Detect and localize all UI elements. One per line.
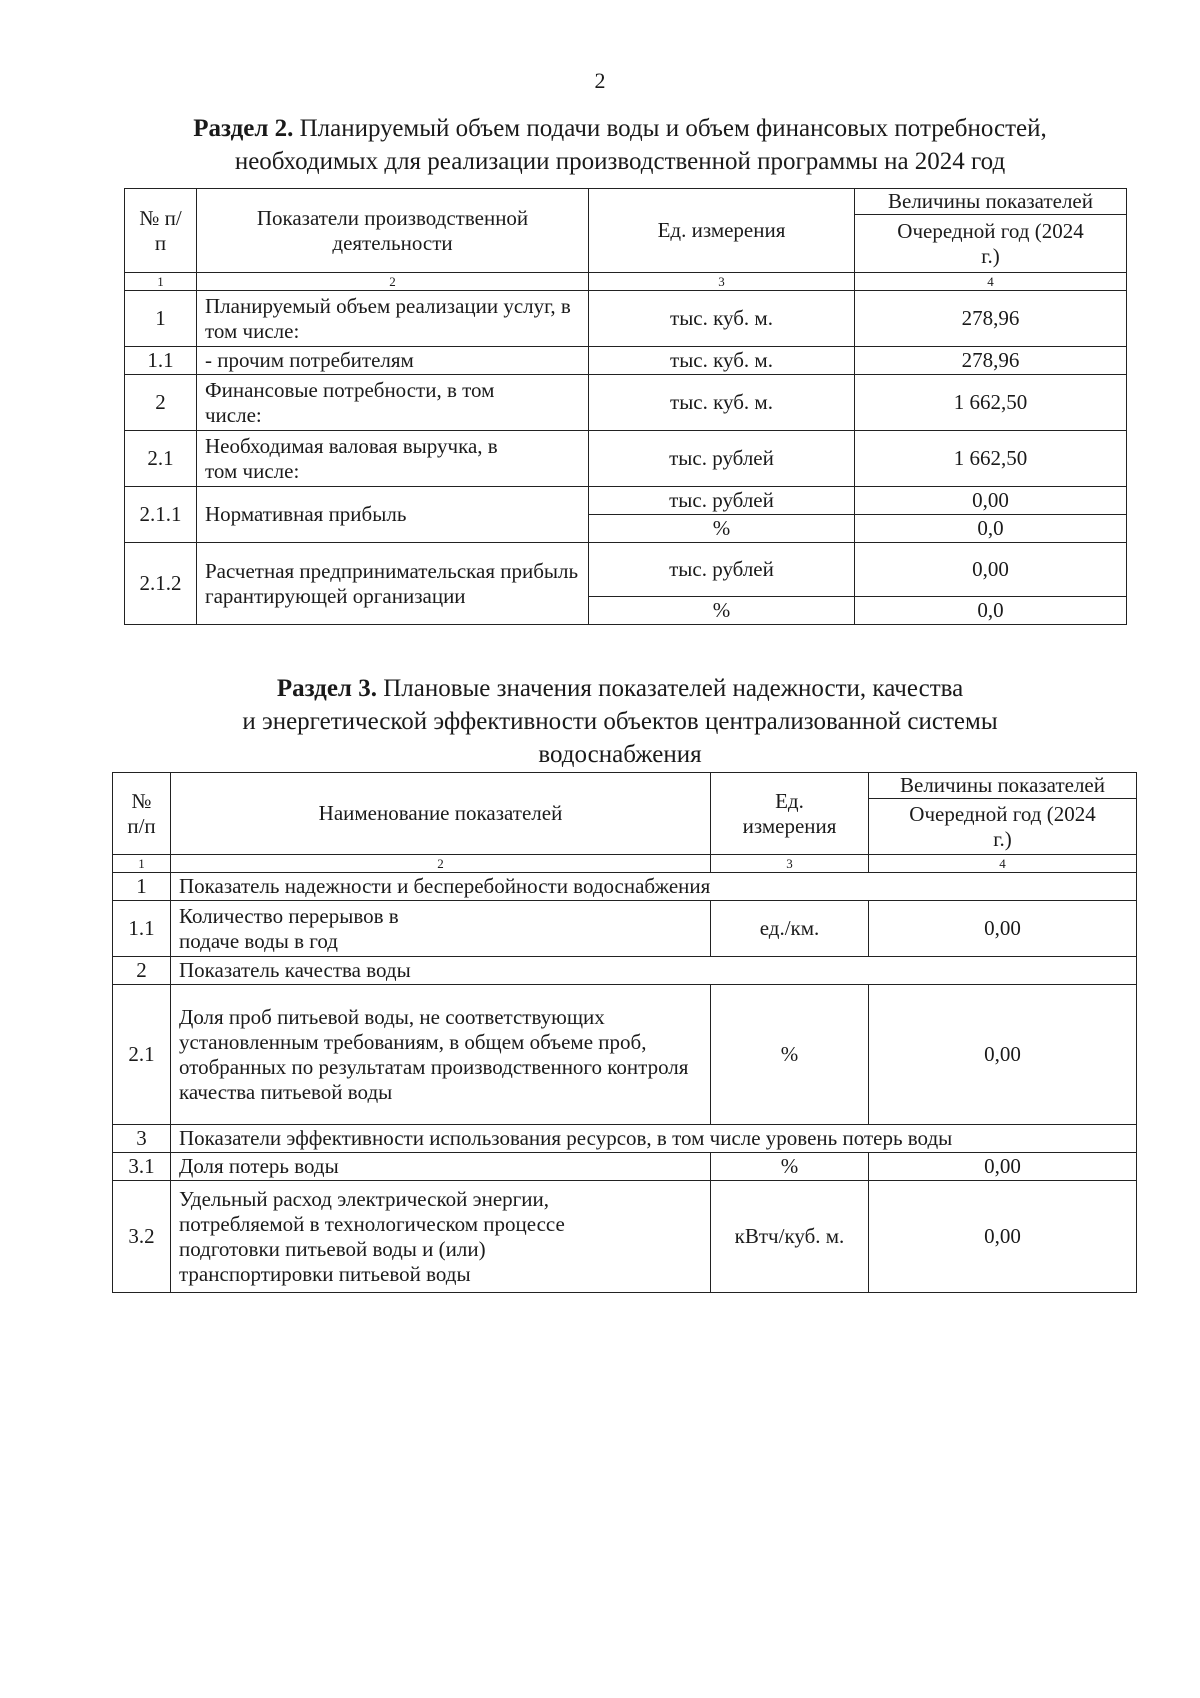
row-unit: ед./км. [711, 901, 869, 957]
section2-title-line2: необходимых для реализации производственной программы на 2024 год [234, 148, 1006, 175]
row-unit: кВтч/куб. м. [711, 1181, 869, 1293]
row-unit: % [589, 515, 855, 543]
row-group-title: Показатель качества воды [171, 957, 1137, 985]
section3-title-bold: Раздел 3. [276, 675, 377, 702]
row-value: 1 662,50 [855, 375, 1127, 431]
row-unit: тыс. рублей [589, 487, 855, 515]
row-num: 2.1.2 [125, 543, 197, 625]
row-unit: % [711, 1153, 869, 1181]
row-value: 1 662,50 [855, 431, 1127, 487]
section3-title-line3: водоснабжения [538, 741, 702, 768]
table-row [125, 347, 1127, 375]
row-unit: тыс. куб. м. [589, 375, 855, 431]
section3-title-line2: и энергетической эффективности объектов централизованной системы [242, 708, 998, 735]
row-num: 3.1 [113, 1153, 171, 1181]
header-values-group: Величины показателей [855, 189, 1127, 215]
row-value: 0,00 [855, 487, 1127, 515]
row-num: 2.1.1 [125, 487, 197, 543]
row-num: 1 [113, 873, 171, 901]
row-value: 0,0 [855, 597, 1127, 625]
col-index: 1 [113, 855, 171, 873]
section2-title-line1: Планируемый объем подачи воды и объем финансовых потребностей, [293, 115, 1047, 142]
header-next-year: Очередной год (2024 г.) [855, 215, 1127, 273]
row-num: 2 [125, 375, 197, 431]
row-name: Расчетная предпринимательская прибыль гарантирующей организации [197, 543, 589, 625]
section2-table [124, 188, 1127, 625]
row-name: Удельный расход электрической энергии, потребляемой в технологическом процессе подготовки питьевой воды и (или) транспортировки питьевой воды [171, 1181, 711, 1293]
header-unit: Ед. измерения [589, 189, 855, 273]
header-num: № п/п [125, 189, 197, 273]
table-group-row [113, 957, 1137, 985]
row-name: Необходимая валовая выручка, в том числе: [197, 431, 589, 487]
col-index: 3 [711, 855, 869, 873]
row-value: 0,00 [855, 543, 1127, 597]
row-value: 0,00 [869, 985, 1137, 1125]
header-unit: Ед. измерения [711, 773, 869, 855]
row-value: 0,00 [869, 1181, 1137, 1293]
header-num: № п/п [113, 773, 171, 855]
table-group-row [113, 1125, 1137, 1153]
row-value: 0,0 [855, 515, 1127, 543]
row-name: Нормативная прибыль [197, 487, 589, 543]
row-num: 1 [125, 291, 197, 347]
table-row [125, 375, 1127, 431]
table-row [125, 487, 1127, 515]
header-next-year: Очередной год (2024 г.) [869, 799, 1137, 855]
section2-title [120, 112, 1120, 178]
row-num: 3 [113, 1125, 171, 1153]
header-indicator: Показатели производственной деятельности [197, 189, 589, 273]
row-unit: тыс. рублей [589, 543, 855, 597]
column-index-row [125, 273, 1127, 291]
row-num: 1.1 [113, 901, 171, 957]
row-name: Финансовые потребности, в том числе: [197, 375, 589, 431]
col-index: 1 [125, 273, 197, 291]
col-index: 4 [869, 855, 1137, 873]
row-value: 278,96 [855, 291, 1127, 347]
row-name: Количество перерывов в подаче воды в год [171, 901, 711, 957]
table-row [113, 1181, 1137, 1293]
header-indicator: Наименование показателей [171, 773, 711, 855]
row-group-title: Показатели эффективности использования ресурсов, в том числе уровень потерь воды [171, 1125, 1137, 1153]
row-value: 0,00 [869, 901, 1137, 957]
row-unit: % [711, 985, 869, 1125]
section3-title [120, 672, 1120, 771]
table-row [113, 1153, 1137, 1181]
table-group-row [113, 873, 1137, 901]
table-row [113, 985, 1137, 1125]
table-row [125, 291, 1127, 347]
row-num: 2.1 [113, 985, 171, 1125]
row-group-title: Показатель надежности и бесперебойности водоснабжения [171, 873, 1137, 901]
row-unit: тыс. куб. м. [589, 291, 855, 347]
row-unit: тыс. рублей [589, 431, 855, 487]
section3-title-line1: Плановые значения показателей надежности, качества [376, 675, 964, 702]
row-num: 2 [113, 957, 171, 985]
row-name: Доля проб питьевой воды, не соответствующих установленным требованиям, в общем объеме проб, отобранных по результатам производственного контроля качества питьевой воды [171, 985, 711, 1125]
column-index-row [113, 855, 1137, 873]
table-row [113, 901, 1137, 957]
row-num: 2.1 [125, 431, 197, 487]
row-num: 1.1 [125, 347, 197, 375]
row-unit: тыс. куб. м. [589, 347, 855, 375]
header-values-group: Величины показателей [869, 773, 1137, 799]
table-row [125, 431, 1127, 487]
table-row [125, 543, 1127, 597]
col-index: 2 [197, 273, 589, 291]
section3-table [112, 772, 1137, 1293]
row-name: - прочим потребителям [197, 347, 589, 375]
row-unit: % [589, 597, 855, 625]
row-num: 3.2 [113, 1181, 171, 1293]
col-index: 3 [589, 273, 855, 291]
row-name: Планируемый объем реализации услуг, в том числе: [197, 291, 589, 347]
page-number: 2 [594, 68, 606, 93]
section2-title-bold: Раздел 2. [193, 115, 294, 142]
row-value: 0,00 [869, 1153, 1137, 1181]
col-index: 2 [171, 855, 711, 873]
row-value: 278,96 [855, 347, 1127, 375]
col-index: 4 [855, 273, 1127, 291]
row-name: Доля потерь воды [171, 1153, 711, 1181]
